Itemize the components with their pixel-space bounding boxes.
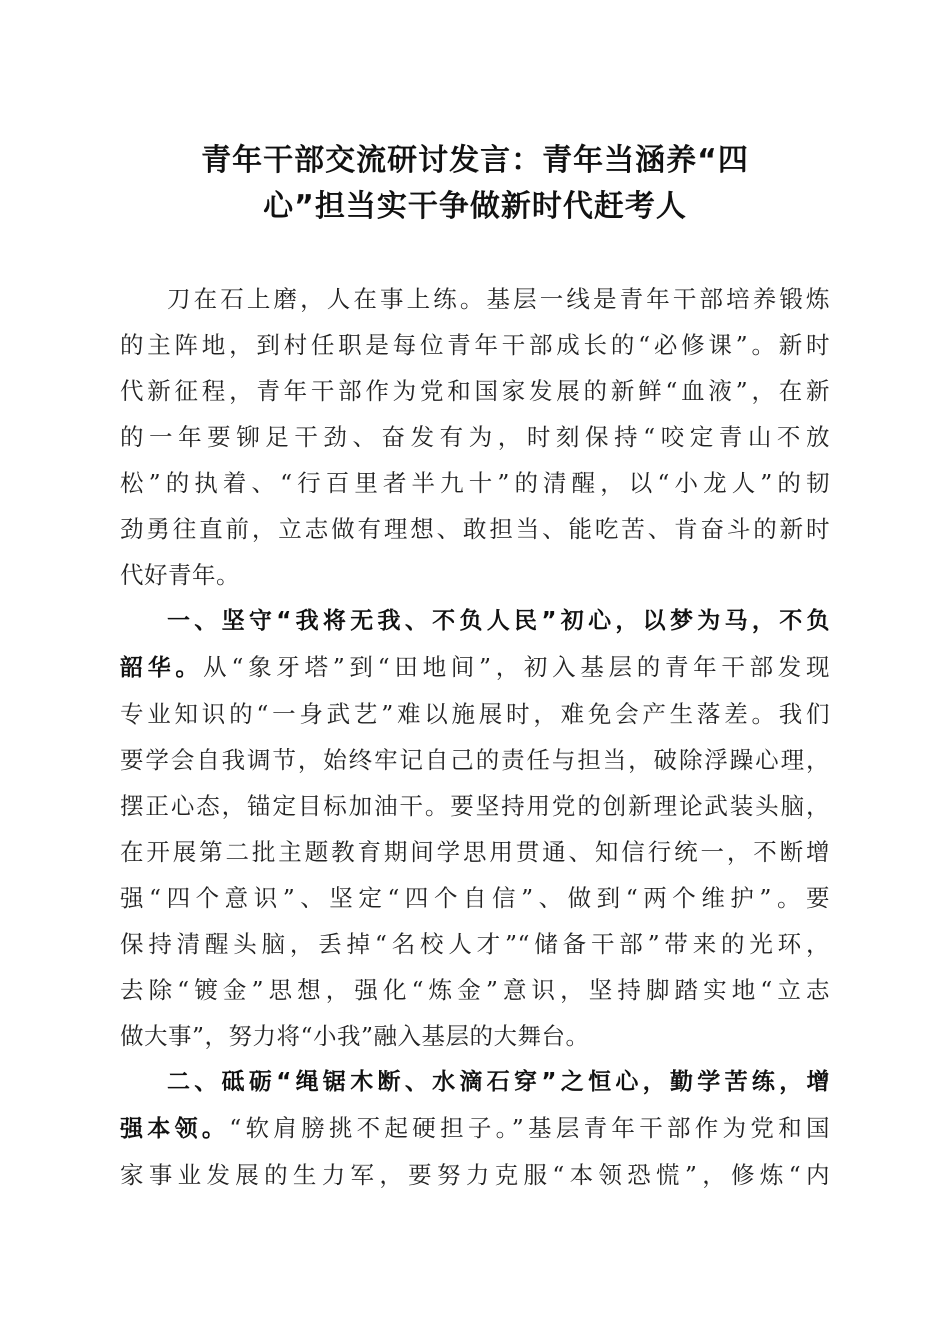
text-line [120,644,830,691]
text-line: 做大事”，努力将“小我”融入基层的大舞台。 [120,1022,590,1050]
text-line: 刀在石上磨，人在事上练。基层一线是青年干部培养锻炼 [167,285,830,313]
section-heading: 二、砥砺“绳锯木断、水滴石穿”之恒心，勤学苦练，增 [167,1069,830,1095]
paragraph-section-one [120,598,830,1059]
text-line: 摆正心态，锚定目标加油干。要坚持用党的创新理论武装头脑， [120,792,830,820]
text-line: 要学会自我调节，始终牢记自己的责任与担当，破除浮躁心理， [120,746,830,774]
text-line: 专业知识的“一身武艺”难以施展时，难免会产生落差。我们 [120,700,830,728]
text-line: 在开展第二批主题教育期间学思用贯通、知信行统一，不断增 [120,838,830,866]
text-line: 代新征程，青年干部作为党和国家发展的新鲜“血液”，在新 [120,377,830,405]
text-line: 家事业发展的生力军，要努力克服“本领恐慌”，修炼“内 [120,1161,830,1189]
section-heading: 一、坚守“我将无我、不负人民”初心，以梦为马，不负 [167,608,830,634]
text-line: 松”的执着、“行百里者半九十”的清醒，以“小龙人”的韧 [120,469,830,497]
text-line: 的主阵地，到村任职是每位青年干部成长的“必修课”。新时 [120,331,830,359]
text-line: 保持清醒头脑，丢掉“名校人才”“储备干部”带来的光环， [120,930,830,958]
text-run: 从“象牙塔”到“田地间”，初入基层的青年干部发现 [203,653,831,681]
paragraph-intro [120,276,830,598]
title-line: 青年干部交流研讨发言：青年当涵养“四 [201,143,749,178]
section-heading-end: 强本领。 [120,1116,230,1142]
text-line: 代好青年。 [120,561,240,589]
text-line: 的一年要铆足干劲、奋发有为，时刻保持“咬定青山不放 [120,423,830,451]
text-line: 去除“镀金”思想，强化“炼金”意识，坚持脚踏实地“立志 [120,976,830,1004]
paragraph-section-two [120,1059,830,1198]
text-line: 强“四个意识”、坚定“四个自信”、做到“两个维护”。要 [120,884,830,912]
title-line: 心”担当实干争做新时代赶考人 [263,189,687,224]
section-heading-end: 韶华。 [120,655,204,681]
text-line [120,1105,830,1152]
document-title [120,138,830,230]
text-run: “软肩膀挑不起硬担子。”基层青年干部作为党和国 [229,1114,830,1142]
document-body [120,276,830,1198]
text-line: 劲勇往直前，立志做有理想、敢担当、能吃苦、肯奋斗的新时 [120,515,830,543]
